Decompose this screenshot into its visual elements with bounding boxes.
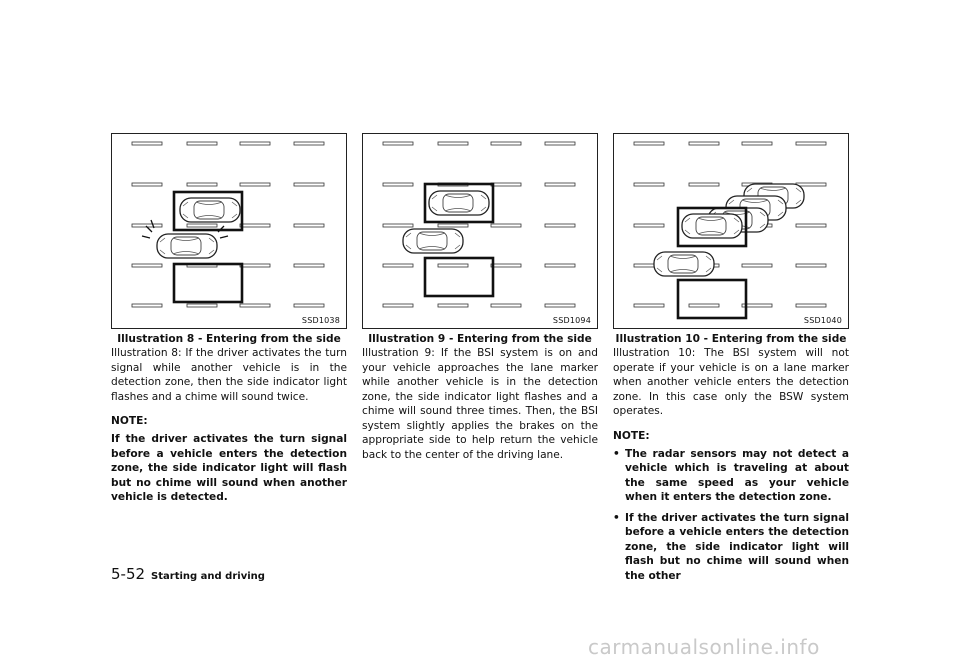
bullet-text: The radar sensors may not detect a vehicle which is traveling at about the same speed as your vehicle when it enters the detection zone. bbox=[625, 447, 849, 503]
body-text: Illustration 9: If the BSI system is on and your vehicle approaches the lane marker while another vehicle is in the detection zone, the side indicator light flashes and a chime will sound three times. Then, the BSI system slightly applies the brakes on the appropriate side to help return the vehicle back to the center of the driving lane. bbox=[362, 347, 598, 461]
figure-code: SSD1094 bbox=[552, 316, 591, 325]
figure-caption: Illustration 8 - Entering from the side bbox=[117, 333, 341, 345]
note-heading: NOTE: bbox=[613, 429, 650, 442]
body-text: Illustration 10: The BSI system will not operate if your vehicle is on a lane marker when another vehicle enters the detection zone. In this case only the BSW system operates. bbox=[613, 347, 849, 417]
note-heading: NOTE: bbox=[111, 415, 148, 427]
illustration-8 bbox=[111, 133, 347, 329]
column-2 bbox=[362, 133, 598, 462]
illustration-10 bbox=[613, 133, 849, 329]
page-footer bbox=[111, 565, 265, 583]
figure-caption: Illustration 10 - Entering from the side bbox=[615, 333, 847, 345]
illustration-9-drawing bbox=[363, 134, 597, 328]
list-item bbox=[613, 511, 849, 584]
figure-code: SSD1040 bbox=[803, 316, 842, 325]
body-text: Illustration 8: If the driver activates the turn signal while another vehicle is in the detection zone, then the side indicator light flashes and a chime will sound twice. bbox=[111, 347, 347, 403]
note-bullet-list bbox=[613, 447, 849, 584]
bullet-icon: • bbox=[613, 447, 620, 460]
figure-code: SSD1038 bbox=[301, 316, 340, 325]
figure-caption: Illustration 9 - Entering from the side bbox=[368, 333, 592, 345]
bullet-text: If the driver activates the turn signal before a vehicle enters the detection zone, the side indicator light will flash but no chime will sound when the other bbox=[625, 511, 849, 582]
illustration-9 bbox=[362, 133, 598, 329]
page-number: 5-52 bbox=[111, 565, 146, 583]
list-item bbox=[613, 447, 849, 505]
section-title: Starting and driving bbox=[151, 571, 265, 582]
column-3 bbox=[613, 133, 849, 589]
illustration-8-drawing bbox=[112, 134, 346, 328]
watermark: carmanualsonline.info bbox=[588, 635, 820, 659]
column-1 bbox=[111, 133, 347, 505]
note-text: If the driver activates the turn signal before a vehicle enters the detection zone, the side indicator light will flash but no chime will sound when another vehicle is detected. bbox=[111, 433, 347, 503]
illustration-10-drawing bbox=[614, 134, 848, 328]
bullet-icon: • bbox=[613, 511, 620, 524]
